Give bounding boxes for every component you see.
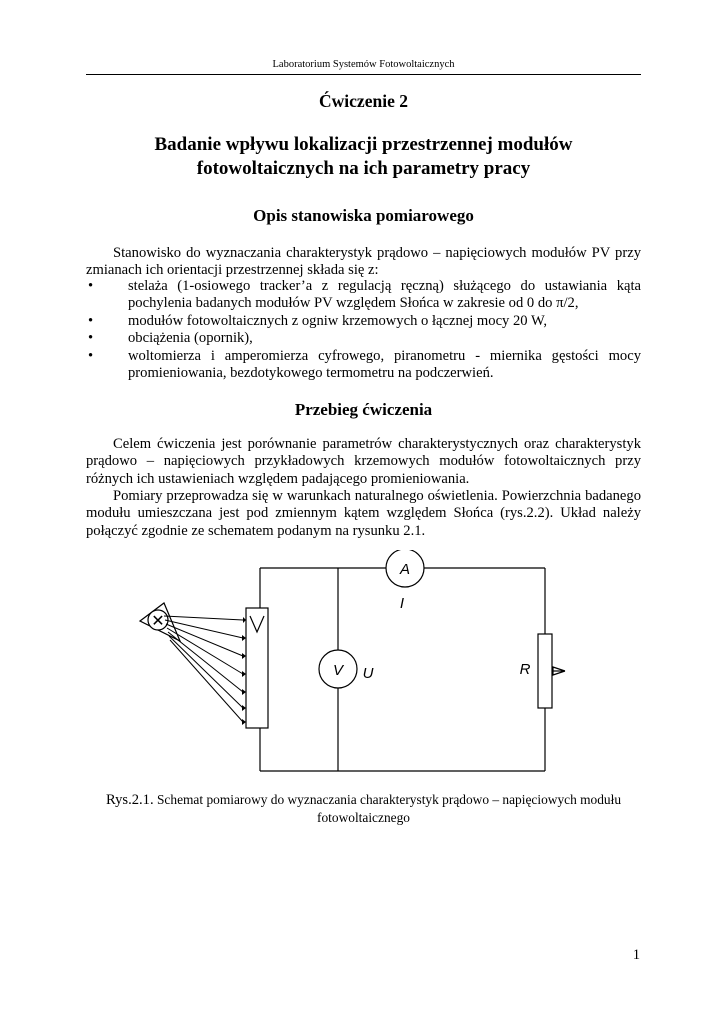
light-ray: [168, 632, 243, 692]
bullet-icon: •: [88, 278, 94, 294]
ray-arrowhead: [242, 653, 246, 659]
exercise-title: Ćwiczenie 2: [319, 91, 408, 111]
running-header: Laboratorium Systemów Fotowoltaicznych: [272, 59, 455, 70]
voltmeter-label: V: [332, 662, 344, 679]
resistor-label: R: [519, 661, 531, 678]
page-number: 1: [632, 947, 640, 963]
caption-text: Schemat pomiarowy do wyznaczania charakterystyk prądowo – napięciowych modułu fotowoltaicznego: [156, 792, 622, 825]
light-ray: [164, 616, 243, 620]
figure-caption: [86, 791, 641, 826]
ray-arrowhead: [242, 689, 246, 695]
setup-intro-text: Stanowisko do wyznaczania charakterystyk prądowo – napięciowych modułów PV przy zmianach ich orientacji przestrzennej składa się z:: [86, 245, 641, 279]
list-item: • stelaża (1-osiowego tracker’a z regulacją ręczną) służącego do ustawiania kąta pochylenia badanych modułów PV względem Słońca w zakresie od 0 do π/2,: [88, 278, 641, 312]
voltage-label: U: [362, 665, 374, 682]
ray-arrowhead: [242, 671, 246, 677]
list-item: • modułów fotowoltaicznych z ogniw krzemowych o łącznej mocy 20 W,: [88, 312, 548, 329]
ray-arrowhead: [242, 705, 246, 711]
pv-module: [246, 608, 268, 728]
sun-symbol: ✕: [151, 611, 165, 630]
measurement-circuit-diagram: [120, 550, 570, 785]
procedure-paragraph-1: Celem ćwiczenia jest porównanie parametrów charakterystycznych oraz charakterystyk prądowo – napięciowych przykładowych krzemowych modułów fotowoltaicznych przy różnych ich ustawieniach względem padającego promieniowania.: [86, 436, 641, 487]
resistor: [538, 634, 552, 708]
bullet-icon: •: [88, 347, 94, 364]
bullet-icon: •: [88, 312, 94, 329]
caption-lead: Rys.2.1.: [105, 792, 154, 808]
pv-diode-symbol: [250, 616, 264, 632]
bullet-icon: •: [88, 330, 94, 347]
main-title: [86, 133, 641, 181]
header-rule: [86, 74, 641, 75]
section-heading-procedure: Przebieg ćwiczenia: [294, 400, 433, 419]
main-title-line-1: Badanie wpływu lokalizacji przestrzennej modułów: [154, 134, 573, 155]
procedure-paragraph-2: Pomiary przeprowadza się w warunkach naturalnego oświetlenia. Powierzchnia badanego modułu umieszczana jest pod zmiennym kątem względem Słońca (rys.2.2). Układ należy połączyć zgodnie ze schematem podanym na rysunku 2.1.: [86, 488, 641, 539]
list-item: • obciążenia (opornik),: [88, 330, 253, 347]
section-heading-setup: Opis stanowiska pomiarowego: [253, 206, 474, 225]
ray-arrowhead: [242, 719, 246, 725]
light-ray: [169, 636, 243, 708]
main-title-line-2: fotowoltaicznych na ich parametry pracy: [196, 158, 531, 179]
equipment-list: [86, 278, 641, 382]
ray-arrowhead: [242, 635, 246, 641]
current-label: I: [399, 595, 405, 612]
ammeter-label: A: [399, 561, 411, 578]
setup-intro-paragraph: [86, 245, 641, 280]
list-item: • woltomierza i amperomierza cyfrowego, piranometru - miernika gęstości mocy promieniowania, bezdotykowego termometru na podczerwień.: [88, 347, 641, 382]
